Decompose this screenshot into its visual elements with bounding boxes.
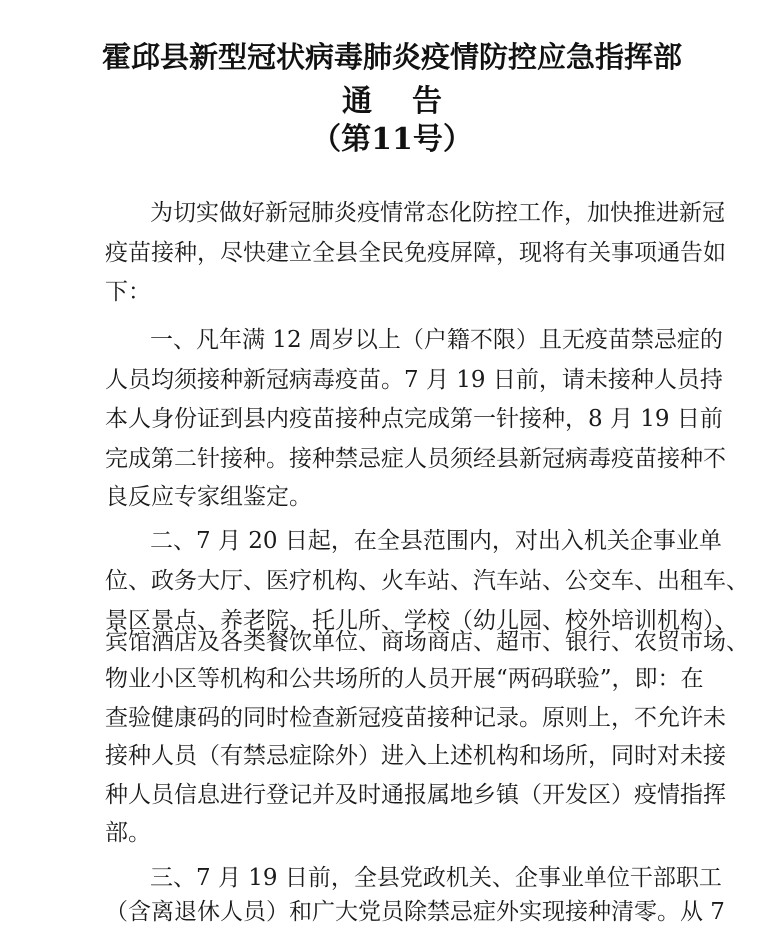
body-line: 物业小区等机构和公共场所的人员开展“两码联验”，即：在 [105,666,704,692]
body-line: 三、7 月 19 日前，全县党政机关、企事业单位干部职工 [150,865,722,891]
document-type-heading: 通告 [342,84,482,119]
body-line: 疫苗接种，尽快建立全县全民免疫屏障，现将有关事项通告如 [105,240,726,266]
body-line: 景区景点、养老院、托儿所、学校（幼儿园、校外培训机构）、 [105,608,738,634]
body-line: 查验健康码的同时检查新冠疫苗接种记录。原则上，不允许未 [105,705,726,731]
body-line: 完成第二针接种。接种禁忌症人员须经县新冠病毒疫苗接种不 [105,446,726,472]
body-line: 下： [105,279,151,305]
notice-number: （第11号） [311,122,473,157]
body-line: 接种人员（有禁忌症除外）进入上述机构和场所，同时对未接 [105,743,726,769]
body-line: 良反应专家组鉴定。 [105,484,312,510]
body-line: 为切实做好新冠肺炎疫情常态化防控工作，加快推进新冠 [150,200,725,226]
body-line: 本人身份证到县内疫苗接种点完成第一针接种，8 月 19 日前 [105,406,723,432]
body-line: 种人员信息进行登记并及时通报属地乡镇（开发区）疫情指挥 [105,782,726,808]
body-line: （含离退休人员）和广大党员除禁忌症外实现接种清零。从 7 [105,899,725,925]
body-line: 部。 [105,820,151,846]
body-line: 宾馆酒店及各类餐饮单位、商场商店、超市、银行、农贸市场、 [105,629,749,655]
body-line: 位、政务大厅、医疗机构、火车站、汽车站、公交车、出租车、 [105,568,749,594]
issuer-title: 霍邱县新型冠状病毒肺炎疫情防控应急指挥部 [101,40,682,74]
body-line: 一、凡年满 12 周岁以上（户籍不限）且无疫苗禁忌症的 [150,327,723,353]
body-line: 二、7 月 20 日起，在全县范围内，对出入机关企事业单 [150,528,722,554]
body-line: 人员均须接种新冠病毒疫苗。7 月 19 日前，请未接种人员持 [105,367,723,393]
